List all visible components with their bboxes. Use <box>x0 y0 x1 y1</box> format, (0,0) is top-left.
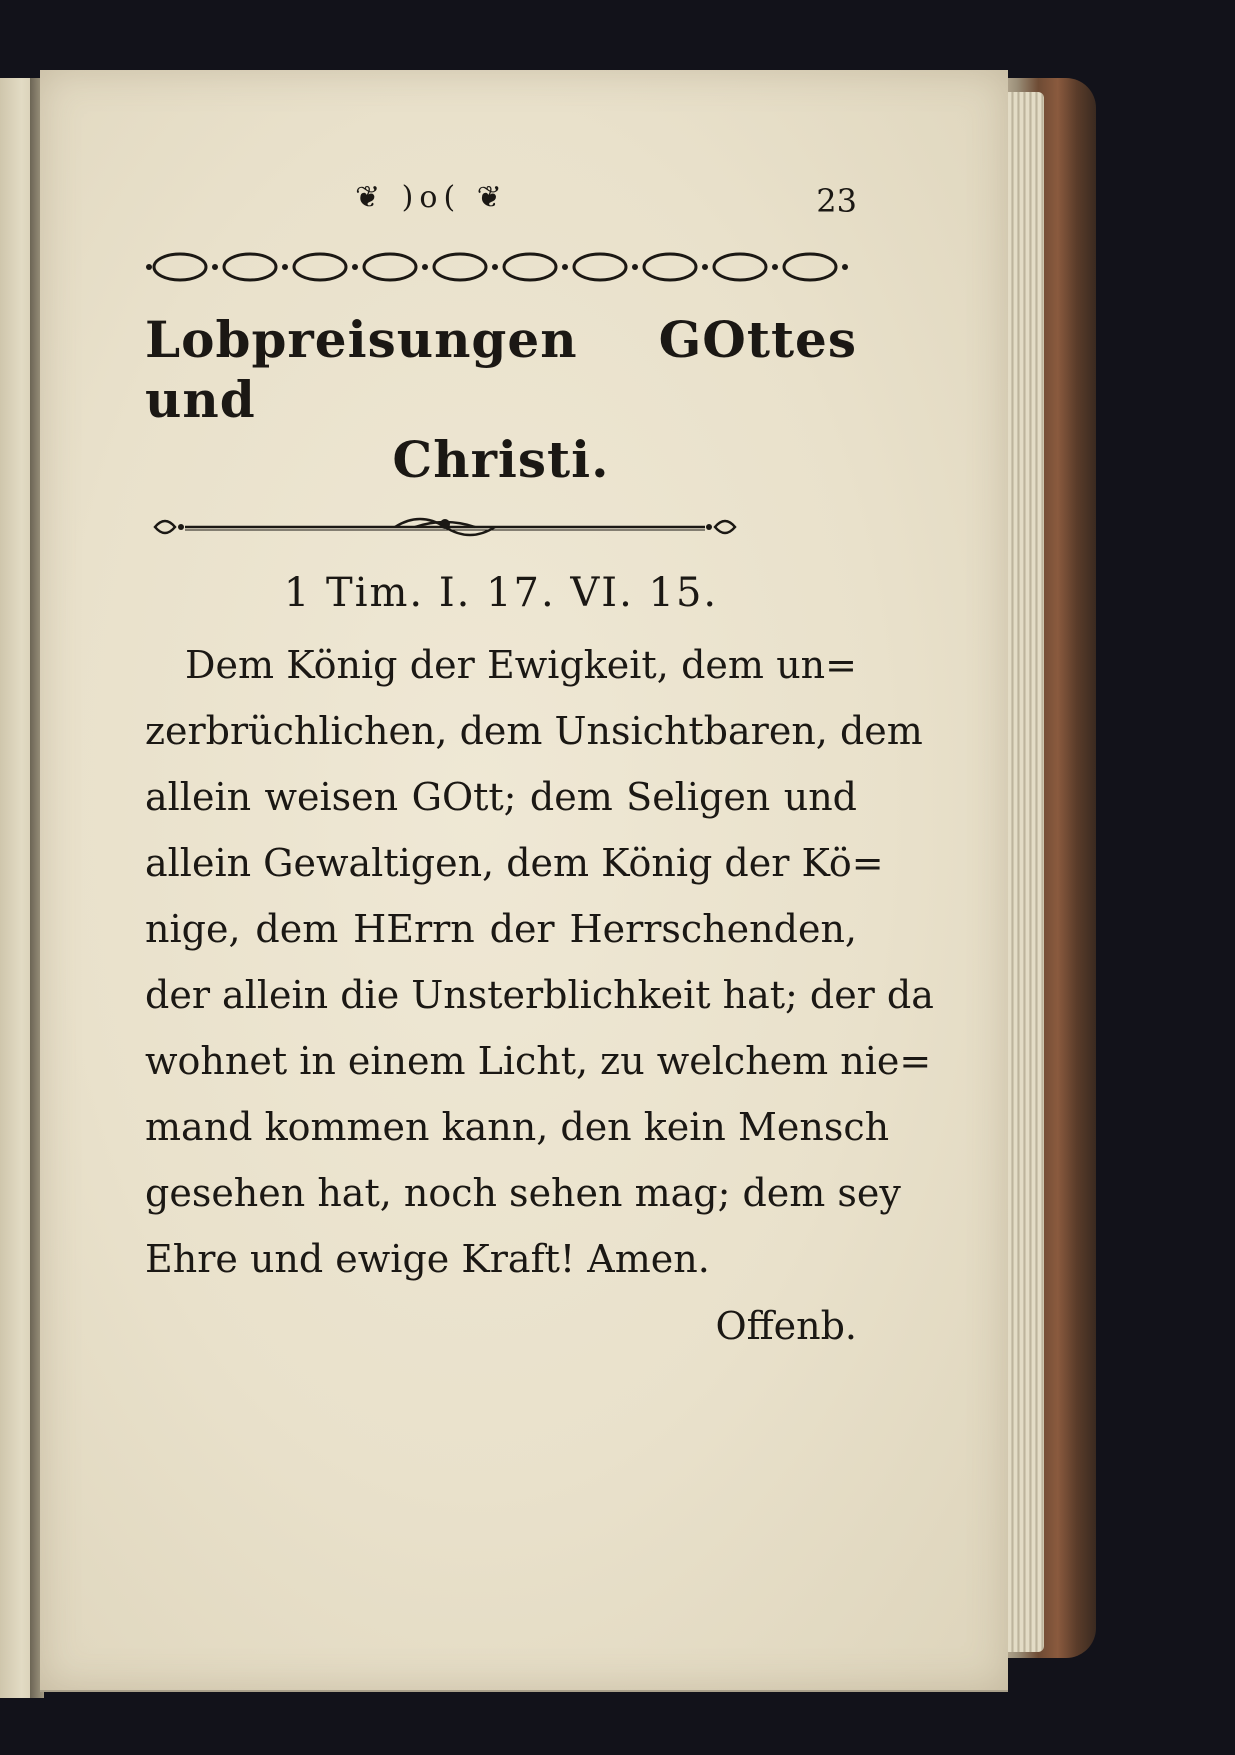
verse-line: der allein die Unsterblichkeit hat; der da <box>145 973 934 1017</box>
verse-line: wohnet in einem Licht, zu welchem nie= <box>145 1039 932 1083</box>
running-head <box>145 180 857 240</box>
verse-line: nige, dem HErrn der Herrschenden, <box>145 907 857 951</box>
title-line-1: Lobpreisungen GOttes und <box>145 310 857 429</box>
verse-line: Dem König der Ewigkeit, dem un= <box>185 643 857 687</box>
verse-line: allein weisen GOtt; dem Seligen und <box>145 775 857 819</box>
verse-text <box>145 632 934 1292</box>
book-page <box>40 70 1008 1692</box>
page-title <box>145 310 857 490</box>
verse-line: allein Gewaltigen, dem König der Kö= <box>145 841 884 885</box>
decorative-border-band <box>145 250 857 284</box>
catchword: Offenb. <box>715 1304 857 1348</box>
page-content <box>145 180 934 1348</box>
header-ornament: ❦ )o( ❦ <box>355 180 508 215</box>
title-line-2: Christi. <box>392 430 610 489</box>
verse-line: mand kommen kann, den kein Mensch <box>145 1105 890 1149</box>
verse-line: gesehen hat, noch sehen mag; dem sey <box>145 1171 901 1215</box>
divider-ornament-icon <box>145 512 745 542</box>
chain-ornament-icon <box>145 250 857 284</box>
verse-line: Ehre und ewige Kraft! Amen. <box>145 1237 710 1281</box>
verse-line: zerbrüchlichen, dem Unsichtbaren, dem <box>145 709 923 753</box>
scripture-reference: 1 Tim. I. 17. VI. 15. <box>283 570 719 616</box>
page-number: 23 <box>816 182 857 220</box>
